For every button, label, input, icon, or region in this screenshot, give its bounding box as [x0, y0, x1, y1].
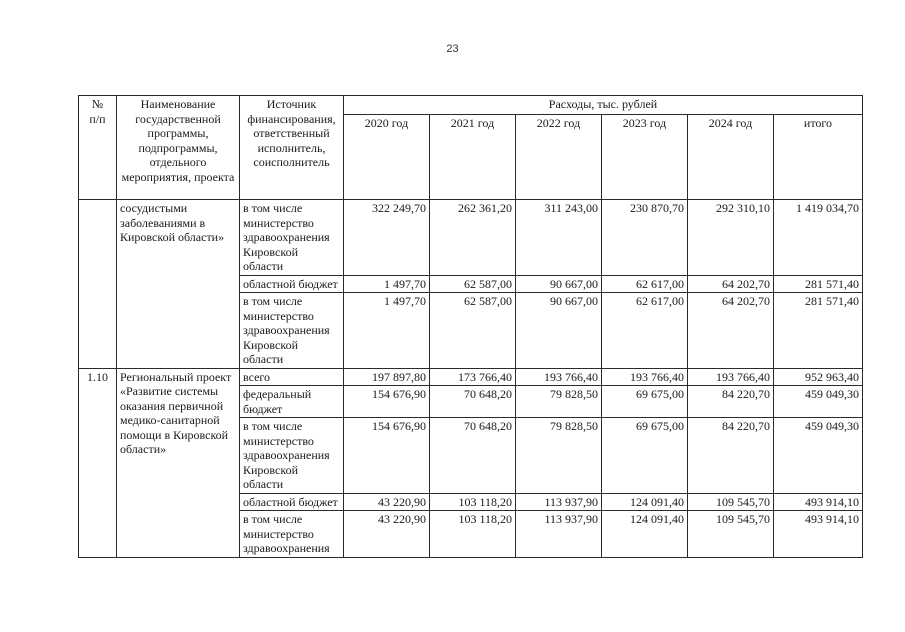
table-row	[79, 368, 863, 386]
value-cell: 154 676,90	[344, 386, 430, 418]
value-cell: 43 220,90	[344, 493, 430, 511]
source-cell: в том числе министерство здравоохранения Кировской области	[240, 418, 344, 494]
source-cell: областной бюджет	[240, 493, 344, 511]
header-source: Источник финансирования, ответственный исполнитель, соисполнитель	[240, 96, 344, 200]
source-cell: федеральный бюджет	[240, 386, 344, 418]
header-name: Наименование государственной программы, подпрограммы, отдельного мероприятия, проекта	[117, 96, 240, 200]
value-cell: 292 310,10	[688, 200, 774, 276]
value-cell: 197 897,80	[344, 368, 430, 386]
value-cell: 124 091,40	[602, 511, 688, 558]
value-cell: 79 828,50	[516, 418, 602, 494]
header-year-2024: 2024 год	[688, 115, 774, 200]
value-cell: 113 937,90	[516, 511, 602, 558]
header-year-2022: 2022 год	[516, 115, 602, 200]
value-cell: 1 497,70	[344, 275, 430, 293]
source-cell: областной бюджет	[240, 275, 344, 293]
value-cell: 64 202,70	[688, 275, 774, 293]
value-cell: 154 676,90	[344, 418, 430, 494]
value-cell: 69 675,00	[602, 386, 688, 418]
value-cell: 109 545,70	[688, 493, 774, 511]
group-name: сосудистыми заболеваниями в Кировской области»	[117, 200, 240, 369]
header-spending: Расходы, тыс. рублей	[344, 96, 863, 115]
value-cell: 193 766,40	[688, 368, 774, 386]
table-header	[79, 96, 863, 200]
value-cell: 43 220,90	[344, 511, 430, 558]
value-cell: 90 667,00	[516, 275, 602, 293]
value-cell: 124 091,40	[602, 493, 688, 511]
value-cell: 193 766,40	[516, 368, 602, 386]
value-cell: 70 648,20	[430, 418, 516, 494]
value-cell: 109 545,70	[688, 511, 774, 558]
value-cell: 311 243,00	[516, 200, 602, 276]
header-year-2023: 2023 год	[602, 115, 688, 200]
table-row	[79, 200, 863, 276]
value-cell: 62 617,00	[602, 275, 688, 293]
value-cell: 70 648,20	[430, 386, 516, 418]
value-cell: 322 249,70	[344, 200, 430, 276]
value-cell: 62 617,00	[602, 293, 688, 369]
page-number: 23	[446, 43, 459, 55]
value-cell: 113 937,90	[516, 493, 602, 511]
total-cell: 1 419 034,70	[774, 200, 863, 276]
source-cell: в том числе министерство здравоохранения Кировской области	[240, 293, 344, 369]
value-cell: 64 202,70	[688, 293, 774, 369]
value-cell: 103 118,20	[430, 493, 516, 511]
group-num: 1.10	[79, 368, 117, 557]
value-cell: 84 220,70	[688, 386, 774, 418]
value-cell: 173 766,40	[430, 368, 516, 386]
value-cell: 193 766,40	[602, 368, 688, 386]
value-cell: 79 828,50	[516, 386, 602, 418]
group-num	[79, 200, 117, 369]
total-cell: 459 049,30	[774, 418, 863, 494]
value-cell: 230 870,70	[602, 200, 688, 276]
value-cell: 103 118,20	[430, 511, 516, 558]
value-cell: 1 497,70	[344, 293, 430, 369]
total-cell: 493 914,10	[774, 493, 863, 511]
source-cell: в том числе министерство здравоохранения	[240, 511, 344, 558]
total-cell: 281 571,40	[774, 275, 863, 293]
header-year-2021: 2021 год	[430, 115, 516, 200]
value-cell: 262 361,20	[430, 200, 516, 276]
value-cell: 62 587,00	[430, 275, 516, 293]
table-body	[79, 200, 863, 558]
total-cell: 952 963,40	[774, 368, 863, 386]
value-cell: 62 587,00	[430, 293, 516, 369]
group-name: Региональный проект «Развитие системы оказания первичной медико-санитарной помощи в Кировской области»	[117, 368, 240, 557]
budget-table	[78, 95, 863, 558]
header-total: итого	[774, 115, 863, 200]
value-cell: 84 220,70	[688, 418, 774, 494]
header-year-2020: 2020 год	[344, 115, 430, 200]
header-num: № п/п	[79, 96, 117, 200]
source-cell: всего	[240, 368, 344, 386]
total-cell: 459 049,30	[774, 386, 863, 418]
source-cell: в том числе министерство здравоохранения Кировской области	[240, 200, 344, 276]
value-cell: 90 667,00	[516, 293, 602, 369]
total-cell: 281 571,40	[774, 293, 863, 369]
total-cell: 493 914,10	[774, 511, 863, 558]
value-cell: 69 675,00	[602, 418, 688, 494]
